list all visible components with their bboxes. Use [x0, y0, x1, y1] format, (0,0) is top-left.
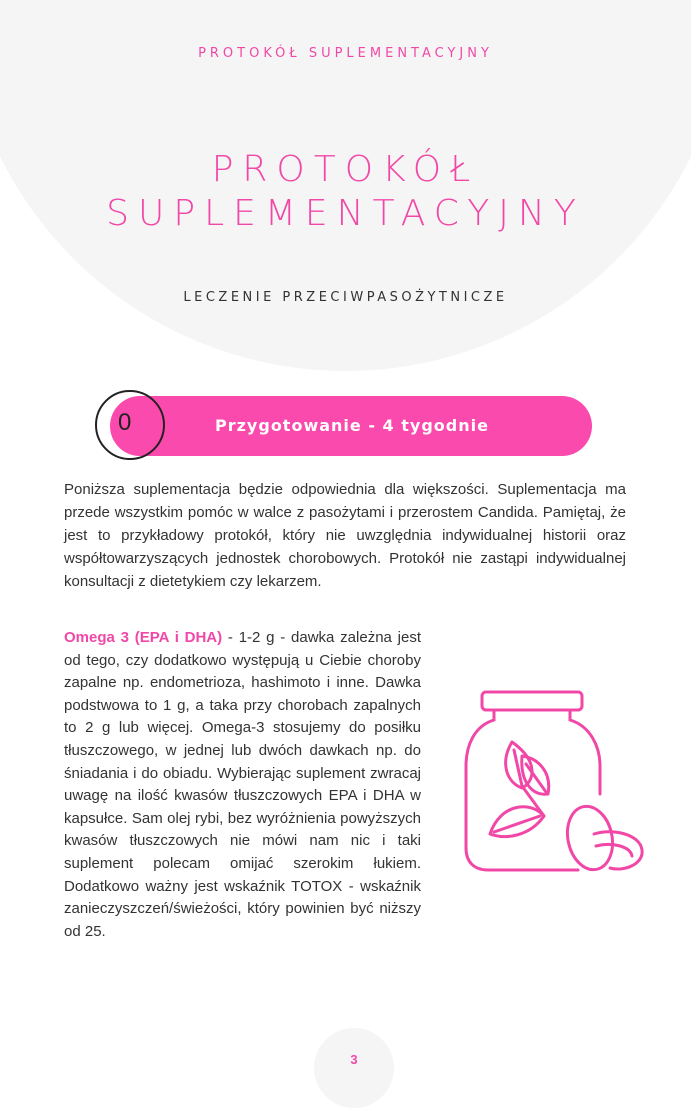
step-number: 0: [118, 409, 132, 436]
title-line-1: PROTOKÓŁ: [211, 149, 480, 190]
supplement-jar-icon: [460, 686, 650, 876]
top-label: PROTOKÓŁ SUPLEMENTACYJNY: [198, 46, 493, 61]
intro-paragraph: Poniższa suplementacja będzie odpowiednia dla większości. Suplementacja ma przede wszystkim pomóc w walce z pasożytami i przerostem Candida. Pamiętaj, że jest to przykładowy protokół, który nie uwzględnia indywidualnej historii oraz współtowarzyszących jednostek chorobowych. Protokół nie zastąpi indywidualnej konsultacji z dietetykiem czy lekarzem.: [64, 481, 626, 590]
page-number-background: [314, 1028, 394, 1108]
supplement-paragraph: [64, 627, 421, 943]
subtitle: LECZENIE PRZECIWPASOŻYTNICZE: [183, 290, 508, 305]
title-line-2: SUPLEMENTACYJNY: [106, 193, 585, 234]
supplement-description: - 1-2 g - dawka zależna jest od tego, czy dodatkowo występują u Ciebie choroby zapalne np. endometrioza, hashimoto i inne. Dawka podstwowa to 1 g, a taka przy chorobach zapalnych to 2 g lub więcej. Omega-3 stosujemy do posiłku tłuszczowego, w jednej lub dwóch dawkach np. do śniadania i do obiadu. Wybierając suplement zwracaj uwagę na ilość kwasów tłuszczowych EPA i DHA w kapsułce. Sam olej rybi, bez wyróżnienia powyższych kwasów tłuszczowych nie mówi nam nic i taki suplement polecam omijać szerokim łukiem. Dodatkowo ważny jest wskaźnik TOTOX - wskaźnik zanieczyszczeń/świeżości, który powinien być niższy od 25.: [64, 629, 421, 940]
supplement-name: Omega 3 (EPA i DHA): [64, 629, 223, 646]
page-number: 3: [350, 1052, 358, 1067]
page-title: [0, 148, 691, 236]
step-banner-label: Przygotowanie - 4 tygodnie: [215, 416, 489, 435]
